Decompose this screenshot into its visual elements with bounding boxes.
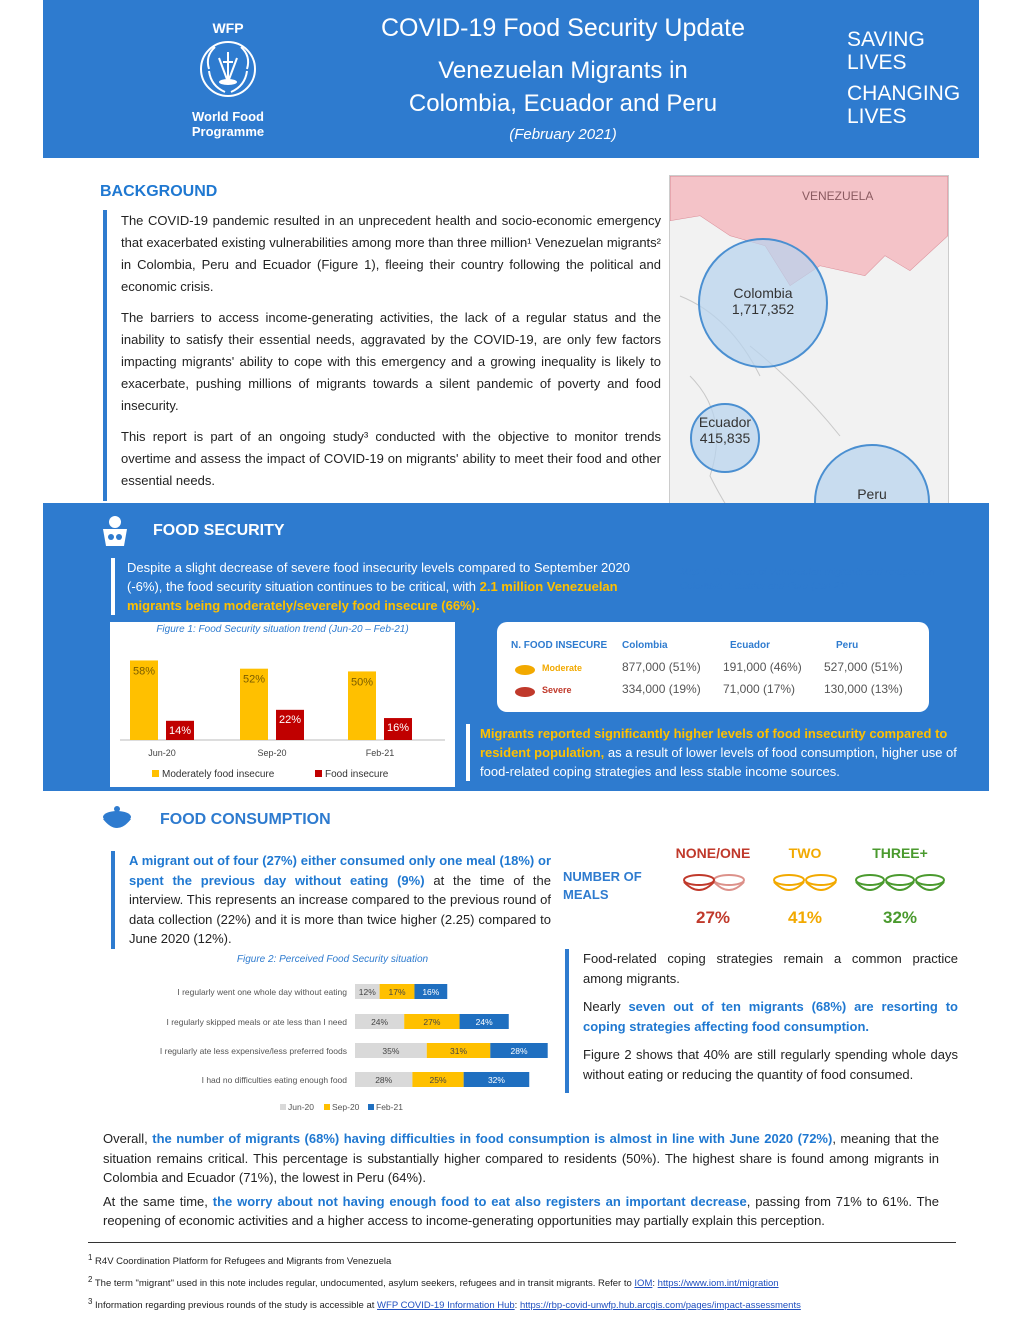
slogan-line2: LIVES [847, 51, 907, 74]
chart-data-label: 31% [450, 1046, 468, 1056]
map-caption: Map 1: Presence of Venezuelan migrants and refugees in Colombia, Ecuador and Peru (Jan-21) [680, 567, 935, 592]
wfp-logo [178, 20, 278, 139]
footnote-separator-text: : [652, 1278, 658, 1290]
overall-paragraph [103, 1192, 939, 1231]
chart-data-label: 28% [510, 1046, 528, 1056]
meals-label [563, 868, 642, 904]
legend-label: Moderately food insecure [162, 769, 275, 780]
bowl-icon [774, 875, 804, 890]
footnote-link[interactable]: IOM [634, 1278, 653, 1290]
background-paragraph: The barriers to access income-generating activities, the lack of a regular status and the inability to satisfy their essential needs, aggravated by the COVID-19, are only few factors impacting migrants' ability to cope with this emergency and a growing inequality is likely to exacerbate, pushing millions of migrants towards a silent pandemic of poverty and food insecurity. [121, 310, 661, 413]
coping-paragraph: Food-related coping strategies remain a common practice among migrants. [583, 951, 958, 986]
food-consumption-heading: FOOD CONSUMPTION [160, 811, 331, 828]
food-insecure-table [497, 622, 929, 712]
food-security-text-2 [466, 724, 970, 781]
overall-plain: At the same time, [103, 1193, 213, 1209]
chart-category-label: I regularly ate less expensive/less preferred foods [159, 1046, 347, 1056]
chart-data-label: 52% [242, 673, 266, 686]
meals-category-label: TWO [788, 845, 822, 861]
bowl-icon [515, 687, 535, 697]
chart-data-label: 12% [358, 987, 376, 997]
map-bubble-name: Peru [857, 486, 887, 502]
chart-title: Figure 2: Perceived Food Security situation [236, 954, 429, 965]
food-security-text-plain: Despite a slight decrease of severe food insecurity levels compared to September 2020 (-6%), the food security situation continues to be critical, with [127, 560, 630, 594]
chart-data-label: 16% [422, 987, 440, 997]
table-cell: 130,000 (13%) [824, 682, 903, 696]
chart-tick-label: Feb-21 [365, 748, 395, 758]
meals-graphic [663, 842, 963, 932]
footnote-separator [88, 1242, 956, 1243]
coping-strategies-text [565, 949, 958, 1093]
meals-label-line2: MEALS [563, 887, 609, 902]
bowl-icon [684, 875, 714, 890]
overall-plain: , meaning that the situation remains critical. This percentage is substantially higher compared to residents (50%). The highest share is found among migrants in Colombia and Ecuador (71%), the lowest in Peru (64%). [103, 1131, 939, 1185]
chart-data-label: 16% [386, 722, 410, 735]
map-bubble-name: Ecuador [698, 414, 752, 430]
food-security-text [111, 558, 657, 615]
report-date: (February 2021) [509, 126, 617, 143]
coping-paragraph [583, 997, 958, 1036]
chart-data-label: 22% [278, 713, 302, 726]
map-bubble-name: Colombia [733, 285, 793, 301]
chart-category-label: I regularly went one whole day without eating [177, 987, 347, 997]
food-security-text2-plain: as a result of lower levels of food consumption, higher use of food-related coping strategies and less stable income sources. [480, 745, 957, 779]
meals-category-label: NONE/ONE [675, 845, 751, 861]
footnote-text: The term "migrant" used in this note includes regular, undocumented, asylum seekers, refugees and in transit migrants. Refer to [94, 1278, 635, 1290]
number-of-meals-infographic [563, 842, 963, 932]
table-cell: 527,000 (51%) [824, 660, 903, 674]
chart-category-label: I regularly skipped meals or ate less than I need [166, 1017, 347, 1027]
footnote-text: Information regarding previous rounds of the study is accessible at [95, 1300, 378, 1312]
food-security-trend-chart [110, 622, 455, 787]
chart-data-label: 35% [382, 1046, 400, 1056]
background-paragraph: The COVID-19 pandemic resulted in an unprecedent health and socio-economic emergency that exacerbated existing vulnerabilities among more than three million¹ Venezuelan migrants² in Colombia, Peru and Ecuador (Figure 1), fleeing their country following the political and economic crisis. [121, 213, 661, 294]
subtitle-line1: Venezuelan Migrants in [438, 57, 688, 84]
chart-data-label: 27% [423, 1017, 441, 1027]
legend-swatch [280, 1104, 286, 1110]
overall-highlight: the worry about not having enough food to eat also registers an important decrease [212, 1193, 747, 1209]
table-row-label: Moderate [542, 663, 583, 673]
legend-swatch [152, 770, 159, 777]
bowl-icon [100, 805, 134, 833]
chart-category-label: I had no difficulties eating enough food [201, 1075, 347, 1085]
chart-data-label: 24% [371, 1017, 389, 1027]
map-country-label: VENEZUELA [802, 189, 874, 203]
food-consumption-plain: at the time of the interview. This represents an increase compared to the previous round of data collection (22%) and it is more than twice higher (2.25) compared to June 2020 (12%). [129, 872, 551, 946]
slogan-line4: LIVES [847, 105, 907, 128]
coping-plain: Nearly [583, 999, 629, 1014]
legend-swatch [324, 1104, 330, 1110]
food-security-heading: FOOD SECURITY [153, 522, 285, 539]
chart-title: Figure 1: Food Security situation trend (Jun-20 – Feb-21) [156, 624, 409, 635]
table-header: Peru [836, 640, 859, 651]
footnote-link[interactable]: https://www.iom.int/migration [657, 1278, 779, 1290]
bowl-icon [916, 875, 944, 890]
legend-label: Sep-20 [332, 1102, 360, 1112]
chart-data-label: 32% [487, 1075, 505, 1085]
legend-label: Jun-20 [288, 1102, 314, 1112]
bowl-icon [515, 665, 535, 675]
perceived-food-security-chart [110, 952, 555, 1117]
overall-paragraph [103, 1129, 939, 1188]
chart-data-label: 50% [350, 676, 374, 689]
header-banner [43, 0, 979, 158]
chart-data-label: 58% [132, 665, 156, 678]
legend-label: Feb-21 [376, 1102, 403, 1112]
legend-label: Food insecure [325, 769, 389, 780]
footnote-link[interactable]: https://rbp-covid-unwfp.hub.arcgis.com/pages/impact-assessments [519, 1300, 801, 1312]
table-cell: 877,000 (51%) [622, 660, 701, 674]
logo-acronym: WFP [212, 20, 244, 36]
overall-plain: , passing from 71% to 61%. The reopening of economic activities and a higher access to income-generating opportunities may partially explain this perception. [103, 1193, 939, 1228]
chart-data-label: 14% [168, 724, 192, 737]
footnote [88, 1251, 391, 1268]
coping-highlight: seven out of ten migrants (68%) are resorting to coping strategies affecting food consumption. [583, 999, 958, 1034]
page-subtitle [343, 54, 783, 120]
header-titles [343, 12, 783, 143]
bowl-icon [806, 875, 836, 890]
overall-text [103, 1129, 939, 1235]
logo-name-line1: World Food [192, 109, 264, 124]
overall-plain: Overall, [103, 1131, 153, 1146]
slogan [847, 28, 960, 128]
table-header: Ecuador [730, 640, 771, 651]
chart-data-label: 17% [388, 987, 406, 997]
wfp-emblem-icon [197, 38, 259, 100]
coping-paragraph: Figure 2 shows that 40% are still regularly spending whole days without eating or reducing the quantity of food consumed. [583, 1047, 958, 1082]
footnote-separator-text: : [514, 1300, 520, 1312]
logo-name-line2: Programme [191, 124, 265, 139]
background-paragraph: This report is part of an ongoing study³ conducted with the objective to monitor trends overtime and assess the impact of COVID-19 on migrants' ability to meet their food and other essential needs. [121, 429, 661, 488]
food-security-text-highlight: 2.1 million Venezuelan migrants being moderately/severely food insecure (66%). [127, 579, 618, 613]
legend-swatch [315, 770, 322, 777]
slogan-line3: CHANGING [847, 82, 961, 105]
chart-plot [110, 622, 455, 787]
overall-highlight: the number of migrants (68%) having difficulties in food consumption is almost in line with June 2020 (72%) [152, 1131, 833, 1146]
meals-category-value: 32% [882, 908, 918, 927]
meals-category-label: THREE+ [872, 845, 928, 861]
map-bubble-value: 415,835 [699, 430, 751, 446]
chart-data-label: 24% [475, 1017, 493, 1027]
legend-swatch [368, 1104, 374, 1110]
food-security-text2-highlight: Migrants reported significantly higher levels of food insecurity compared to resident population, [480, 726, 948, 760]
background-heading: BACKGROUND [100, 183, 218, 200]
bowl-icon [886, 875, 914, 890]
table-cell: 191,000 (46%) [723, 660, 802, 674]
footnote-number: 3 [88, 1297, 93, 1306]
table-header: N. FOOD INSECURE [511, 640, 608, 651]
footnote [88, 1295, 801, 1312]
map-bubble-value: 1,717,352 [731, 301, 795, 317]
page-title: COVID-19 Food Security Update [380, 14, 746, 42]
food-consumption-text [111, 851, 551, 949]
footnote-number: 2 [88, 1275, 93, 1284]
table-row-label: Severe [542, 685, 572, 695]
bowl-icon [714, 875, 744, 890]
table-cell: 71,000 (17%) [723, 682, 796, 696]
footnote-link[interactable]: WFP COVID-19 Information Hub [377, 1300, 515, 1312]
chart-plot [110, 952, 555, 1117]
chart-tick-label: Sep-20 [257, 748, 287, 758]
table-graphic [497, 622, 929, 712]
meals-category-value: 41% [787, 908, 823, 927]
food-basket-icon [100, 514, 130, 548]
chart-data-label: 25% [429, 1075, 447, 1085]
bowl-icon [856, 875, 884, 890]
subtitle-line2: Colombia, Ecuador and Peru [408, 90, 718, 117]
slogan-line1: SAVING [847, 28, 925, 51]
footnote-number: 1 [88, 1253, 93, 1262]
footnote [88, 1273, 779, 1290]
chart-tick-label: Jun-20 [148, 748, 176, 758]
footnote-text: R4V Coordination Platform for Refugees and Migrants from Venezuela [95, 1256, 392, 1268]
background-text [103, 210, 661, 501]
chart-data-label: 28% [375, 1075, 393, 1085]
food-consumption-highlight: A migrant out of four (27%) either consumed only one meal (18%) or spent the previous day without eating (9%) [129, 853, 551, 888]
table-header: Colombia [622, 640, 668, 651]
meals-label-line1: NUMBER OF [563, 869, 642, 884]
meals-category-value: 27% [695, 908, 731, 927]
table-cell: 334,000 (19%) [622, 682, 701, 696]
